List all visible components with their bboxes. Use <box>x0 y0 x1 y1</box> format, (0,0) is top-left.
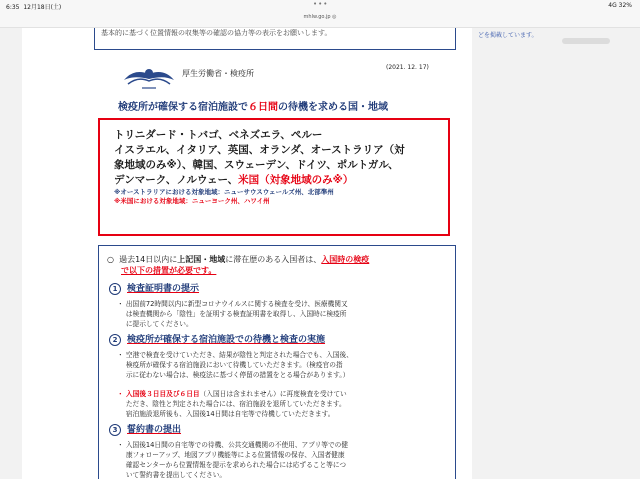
country-line-3: 象地域のみ※）、韓国、スウェーデン、ドイツ、ポルトガル、 <box>114 159 399 171</box>
section-1-heading: 1 検査証明書の提示 <box>109 281 199 295</box>
country-line-1: トリニダード・トバゴ、ベネズエラ、ペルー <box>114 129 323 141</box>
side-link-text[interactable]: どを掲載しています。 <box>478 32 538 39</box>
page-title: 検疫所が確保する宿泊施設で６日間の待機を求める国・地域 <box>118 102 388 113</box>
section-2-line-2: 検疫所が確保する宿泊施設において待機していただきます。（検疫官の指 <box>117 361 343 369</box>
previous-section-frame <box>94 28 456 50</box>
status-time: 6:35 12月18日(土) <box>6 4 62 11</box>
section-3-line-4: いて誓約書を提出してください。 <box>117 471 227 479</box>
pdf-page[interactable] <box>22 28 472 479</box>
section-2b-line-1: ・ 入国後３日目及び６日目（入国日は含まれません）に再度検査を受けてい <box>117 390 347 398</box>
section-2-line-3: 示に従わない場合は、検疫法に基づく停留の措置をとる場合があります。） <box>117 371 350 379</box>
right-panel <box>472 28 640 479</box>
section-2b-line-3: 宿泊施設退所後も、入国後14日間は自宅等で待機していただきます。 <box>117 410 335 418</box>
side-scroll-thumb[interactable] <box>562 38 610 44</box>
status-battery: 4G 32% <box>608 2 632 9</box>
section-3-line-3: 確認センターから位置情報を提示を求められた場合には応ずること等につ <box>117 461 347 469</box>
section-3-heading: 3 誓約書の提出 <box>109 422 181 436</box>
country-line-4: デンマーク、ノルウェー、米国（対象地域のみ※） <box>114 174 354 186</box>
section-3-line-1: ・ 入国後14日間の自宅等での待機、公共交通機関の不使用、アプリ等での健 <box>117 441 349 449</box>
left-gutter <box>0 28 22 479</box>
section-1-line-1: ・ 出国前72時間以内に新型コロナウイルスに関する検査を受け、医療機関又 <box>117 300 348 308</box>
section-2-line-1: ・ 空港で検査を受けていただき、結果が陰性と判定された場合でも、入国後、 <box>117 351 353 359</box>
section-3-line-2: 康フォローアップ、地図アプリ機能等による位置情報の保存、入国者健康 <box>117 451 345 459</box>
more-dots-icon[interactable]: ••• <box>313 0 329 8</box>
url-text: mhlw.go.jp ◎ <box>303 14 337 20</box>
document-date: (2021. 12. 17) <box>386 64 429 71</box>
intro-line-1: ○ 過去14日以内に上記国・地域に滞在歴のある入国者は、入国時の検疫 <box>107 255 370 264</box>
country-list-box <box>98 118 450 236</box>
previous-section-text: 基本的に基づく位置情報の収集等の確認の協力等の表示をお願いします。 <box>101 29 332 37</box>
status-bar <box>0 0 640 12</box>
mhlw-logo-icon <box>120 64 178 90</box>
section-2-heading: 2 検疫所が確保する宿泊施設での待機と検査の実施 <box>109 332 325 346</box>
section-2b-line-2: ただき、陰性と判定された場合には、宿泊施設を退所していただきます。 <box>117 400 346 408</box>
agency-name: 厚生労働省・検疫所 <box>182 69 254 78</box>
us-note: ※米国における対象地域：ニューヨーク州、ハワイ州 <box>114 197 270 205</box>
address-bar[interactable] <box>0 12 640 28</box>
section-1-line-3: に提示してください。 <box>117 320 193 328</box>
measures-box <box>98 245 456 479</box>
section-1-line-2: は検査機関から「陰性」を証明する検査証明書を取得し、入国時に検疫所 <box>117 310 347 318</box>
country-line-2: イスラエル、イタリア、英国、オランダ、オーストラリア（対 <box>114 144 405 156</box>
intro-line-2: で以下の措置が必要です。 <box>121 266 217 275</box>
australia-note: ※オーストラリアにおける対象地域：ニューサウスウェールズ州、北部準州 <box>114 188 334 196</box>
